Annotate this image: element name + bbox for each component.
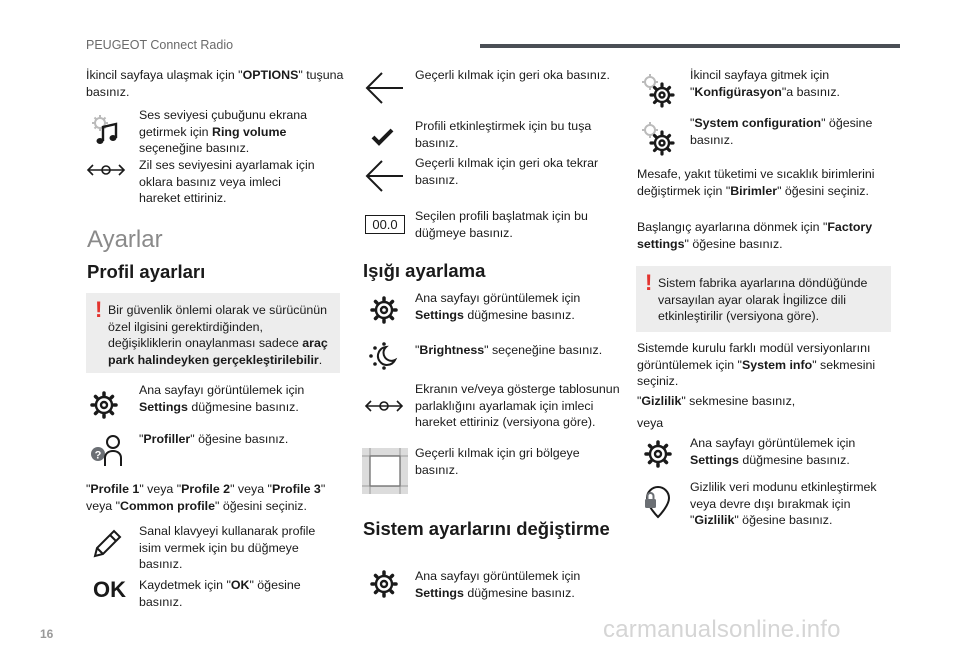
warning-text: Sistem fabrika ayarlarına döndüğünde varsayılan ayar olarak İngilizce dili etkinleştirilir (versiyona göre).	[658, 276, 868, 324]
privacy-mode-text: Gizlilik veri modunu etkinleştirmek veya devre dışı bırakmak için "Gizlilik" öğesine basınız.	[690, 480, 877, 528]
brightness-text: "Brightness" seçeneğine basınız.	[415, 343, 603, 357]
veya-text: veya	[637, 416, 664, 430]
slider-arrows-icon	[364, 388, 404, 428]
start-profile-text: Seçilen profili başlatmak için bu düğmeye basınız.	[415, 209, 588, 240]
brightness-slider-text: Ekranın ve/veya gösterge tablosunun parlaklığını ayarlamak için imleci hareket ettiriniz (versiyona göre).	[415, 382, 620, 430]
profile-question-icon	[86, 430, 126, 470]
privacy-lock-icon	[638, 482, 678, 522]
running-header: PEUGEOT Connect Radio	[86, 38, 234, 52]
system-configuration-text: "System configuration" öğesine basınız.	[690, 116, 873, 147]
start-profile-button-icon: 00.0	[365, 215, 405, 234]
svg-text:?: ?	[94, 449, 102, 462]
gear-icon	[638, 434, 678, 474]
activate-profile-text: Profili etkinleştirmek için bu tuşa basınız.	[415, 119, 592, 150]
sistem-heading: Sistem ayarlarını değiştirme	[363, 518, 610, 539]
profiller-text: "Profiller" öğesine basınız.	[139, 432, 289, 446]
ring-volume-text: Ses seviyesi çubuğunu ekrana getirmek için Ring volume seçeneğine basınız.	[139, 108, 308, 156]
konfigurasyon-text: İkincil sayfaya gitmek için "Konfigürasyon"a basınız.	[690, 68, 840, 99]
save-text: Kaydetmek için "OK" öğesine basınız.	[139, 578, 301, 609]
gear-icon	[86, 385, 126, 425]
brightness-icon	[364, 336, 404, 376]
keyboard-text: Sanal klavyeyi kullanarak profile isim vermek için bu düğmeye basınız.	[139, 524, 316, 572]
warning-box-factory	[636, 266, 891, 332]
grey-zone-text: Geçerli kılmak için gri bölgeye basınız.	[415, 446, 580, 477]
back-text-2: Geçerli kılmak için geri oka tekrar basınız.	[415, 156, 599, 187]
back-arrow-icon	[364, 68, 404, 108]
warning-icon: !	[645, 270, 653, 295]
double-gear-icon	[638, 70, 678, 110]
slider-arrows-icon	[86, 152, 126, 192]
settings-text-4: Ana sayfayı görüntülemek için Settings düğmesine basınız.	[690, 436, 856, 467]
ring-slider-text: Zil ses seviyesini ayarlamak için oklara basınız veya imleci hareket ettiriniz.	[139, 158, 315, 206]
profil-ayarlari-heading: Profil ayarları	[87, 261, 206, 282]
settings-text-2: Ana sayfayı görüntülemek için Settings düğmesine basınız.	[415, 291, 581, 322]
check-icon	[364, 117, 404, 157]
birimler-text: Mesafe, yakıt tüketimi ve sıcaklık birimlerini değiştirmek için "Birimler" öğesini seçiniz.	[637, 167, 875, 198]
back-text-1: Geçerli kılmak için geri oka basınız.	[415, 68, 610, 82]
warning-icon: !	[95, 297, 103, 322]
settings-text-3: Ana sayfayı görüntülemek için Settings düğmesine basınız.	[415, 569, 581, 600]
double-gear-icon	[638, 118, 678, 158]
grey-zone-icon	[362, 448, 408, 494]
watermark: carmanualsonline.info	[603, 616, 841, 643]
section-title-ayarlar: Ayarlar	[87, 226, 163, 253]
gear-music-icon	[86, 110, 126, 150]
gear-icon	[364, 566, 404, 606]
system-info-text: Sistemde kurulu farklı modül versiyonlarını görüntülemek için "System info" sekmesini seçiniz.	[637, 341, 876, 389]
settings-text-1: Ana sayfayı görüntülemek için Settings düğmesine basınız.	[139, 383, 305, 414]
pencil-icon	[86, 524, 126, 564]
options-intro: İkincil sayfaya ulaşmak için "OPTIONS" tuşuna basınız.	[86, 68, 344, 99]
isik-heading: Işığı ayarlama	[363, 260, 486, 281]
back-arrow-icon-2	[364, 156, 404, 196]
factory-settings-text: Başlangıç ayarlarına dönmek için "Factory settings" öğesine basınız.	[637, 220, 873, 251]
gear-icon	[364, 292, 404, 332]
header-rule	[480, 44, 900, 48]
ok-label: OK	[93, 577, 126, 602]
page-number: 16	[40, 627, 54, 641]
profiles-choice-text: "Profile 1" veya "Profile 2" veya "Profile 3" veya "Common profile" öğesini seçiniz.	[86, 482, 326, 513]
warning-box-profiles	[86, 293, 340, 373]
gizlilik-tab-text: "Gizlilik" sekmesine basınız,	[637, 394, 796, 408]
warning-text: Bir güvenlik önlemi olarak ve sürücünün özel ilgisini gerektirdiğinden, değişikliklerin onaylanması sadece araç park halindeyken gerçekleştirilebilir.	[108, 303, 328, 367]
